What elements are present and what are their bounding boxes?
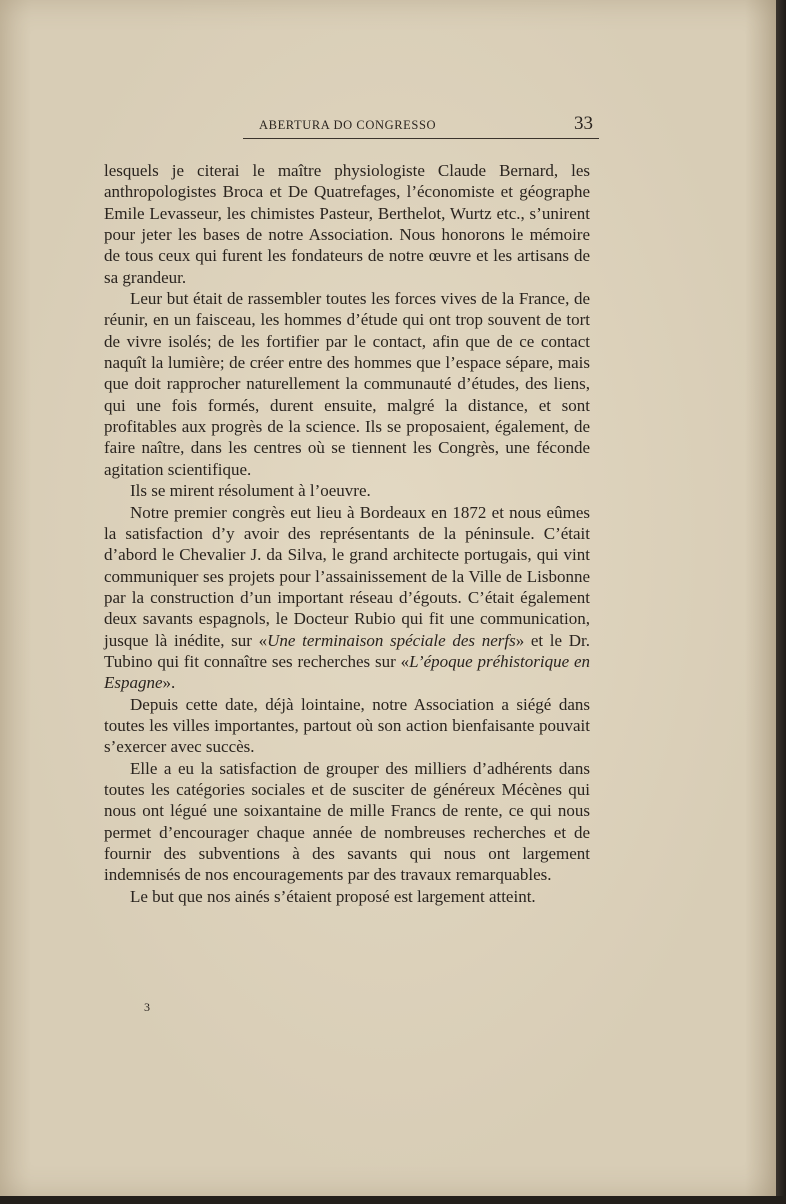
- running-header: [243, 113, 597, 135]
- paragraph: Leur but était de rassembler toutes les forces vives de la France, de réunir, en un faisceau, les hommes d’étude qui ont trop souvent de tort de vivre isolés; de les fortifier par le contact, afin que de ce contact naquît la lumière; de créer entre des hommes que l’espace sépare, mais que doit rapprocher naturellement la communauté d’études, des liens, qui une fois formés, durent ensuite, malgré la distance, et sont profitables aux progrès de la science. Ils se proposaient, également, de faire naître, dans les centres où se tiennent les Congrès, une féconde agitation scientifique.: [104, 289, 590, 479]
- paragraph: Ils se mirent résolument à l’oeuvre.: [130, 481, 371, 501]
- italic-title: Une terminaison spéciale des nerfs: [267, 630, 516, 650]
- header-rule: [243, 138, 599, 139]
- paragraph-text: Notre premier congrès eut lieu à Bordeaux en 1872 et nous eûmes la satisfaction d’y avoir des représentants de la péninsule. C’était d’abord le Chevalier J. da Silva, le grand architecte portugais, qui vint communiquer ses projets pour l’assainissement de la Ville de Lisbonne par la construction d’un important réseau d’égouts. C’était également deux savants espagnols, le Docteur Rubio qui fit une communication, jusque là inédite, sur «: [104, 502, 590, 650]
- paragraph: Depuis cette date, déjà lointaine, notre Association a siégé dans toutes les villes importantes, partout où son action bienfaisante pouvait s’exercer avec succès.: [104, 694, 590, 757]
- paragraph-text: » et le Dr. Tubino qui fit connaître ses recherches sur «: [104, 630, 590, 671]
- paragraph: Le but que nos ainés s’étaient proposé est largement atteint.: [130, 886, 536, 906]
- paragraph: Elle a eu la satisfaction de grouper des milliers d’adhérents dans toutes les catégories sociales et de susciter de généreux Mécènes qui nous ont légué une soixantaine de mille Francs de rente, ce qui nous permet d’encourager chaque année de nombreuses recherches et de fournir des subventions à des savants qui nous ont largement indemnisés de nos encouragements par des travaux remarquables.: [104, 758, 590, 885]
- italic-title: L’époque préhistorique en Espagne: [104, 651, 590, 693]
- page-edge-bottom: [0, 1196, 786, 1204]
- paragraph-text: ».: [162, 673, 176, 693]
- paragraph: lesquels je citerai le maître physiologiste Claude Bernard, les anthropologistes Broca et De Quatrefages, l’économiste et géographe Emile Levasseur, les chimistes Pasteur, Berthelot, Wurtz etc., s’unirent pour jeter les bases de notre Association. Nous honorons le mémoire de tous ceux qui furent les fondateurs de notre œuvre et les artisans de sa grandeur.: [104, 161, 590, 287]
- page-number: 33: [574, 113, 593, 134]
- paragraph: [104, 502, 590, 694]
- body-text: [104, 160, 590, 907]
- page-edge-right: [776, 0, 786, 1204]
- signature-mark: 3: [144, 1000, 150, 1014]
- running-title: ABERTURA DO CONGRESSO: [259, 118, 437, 132]
